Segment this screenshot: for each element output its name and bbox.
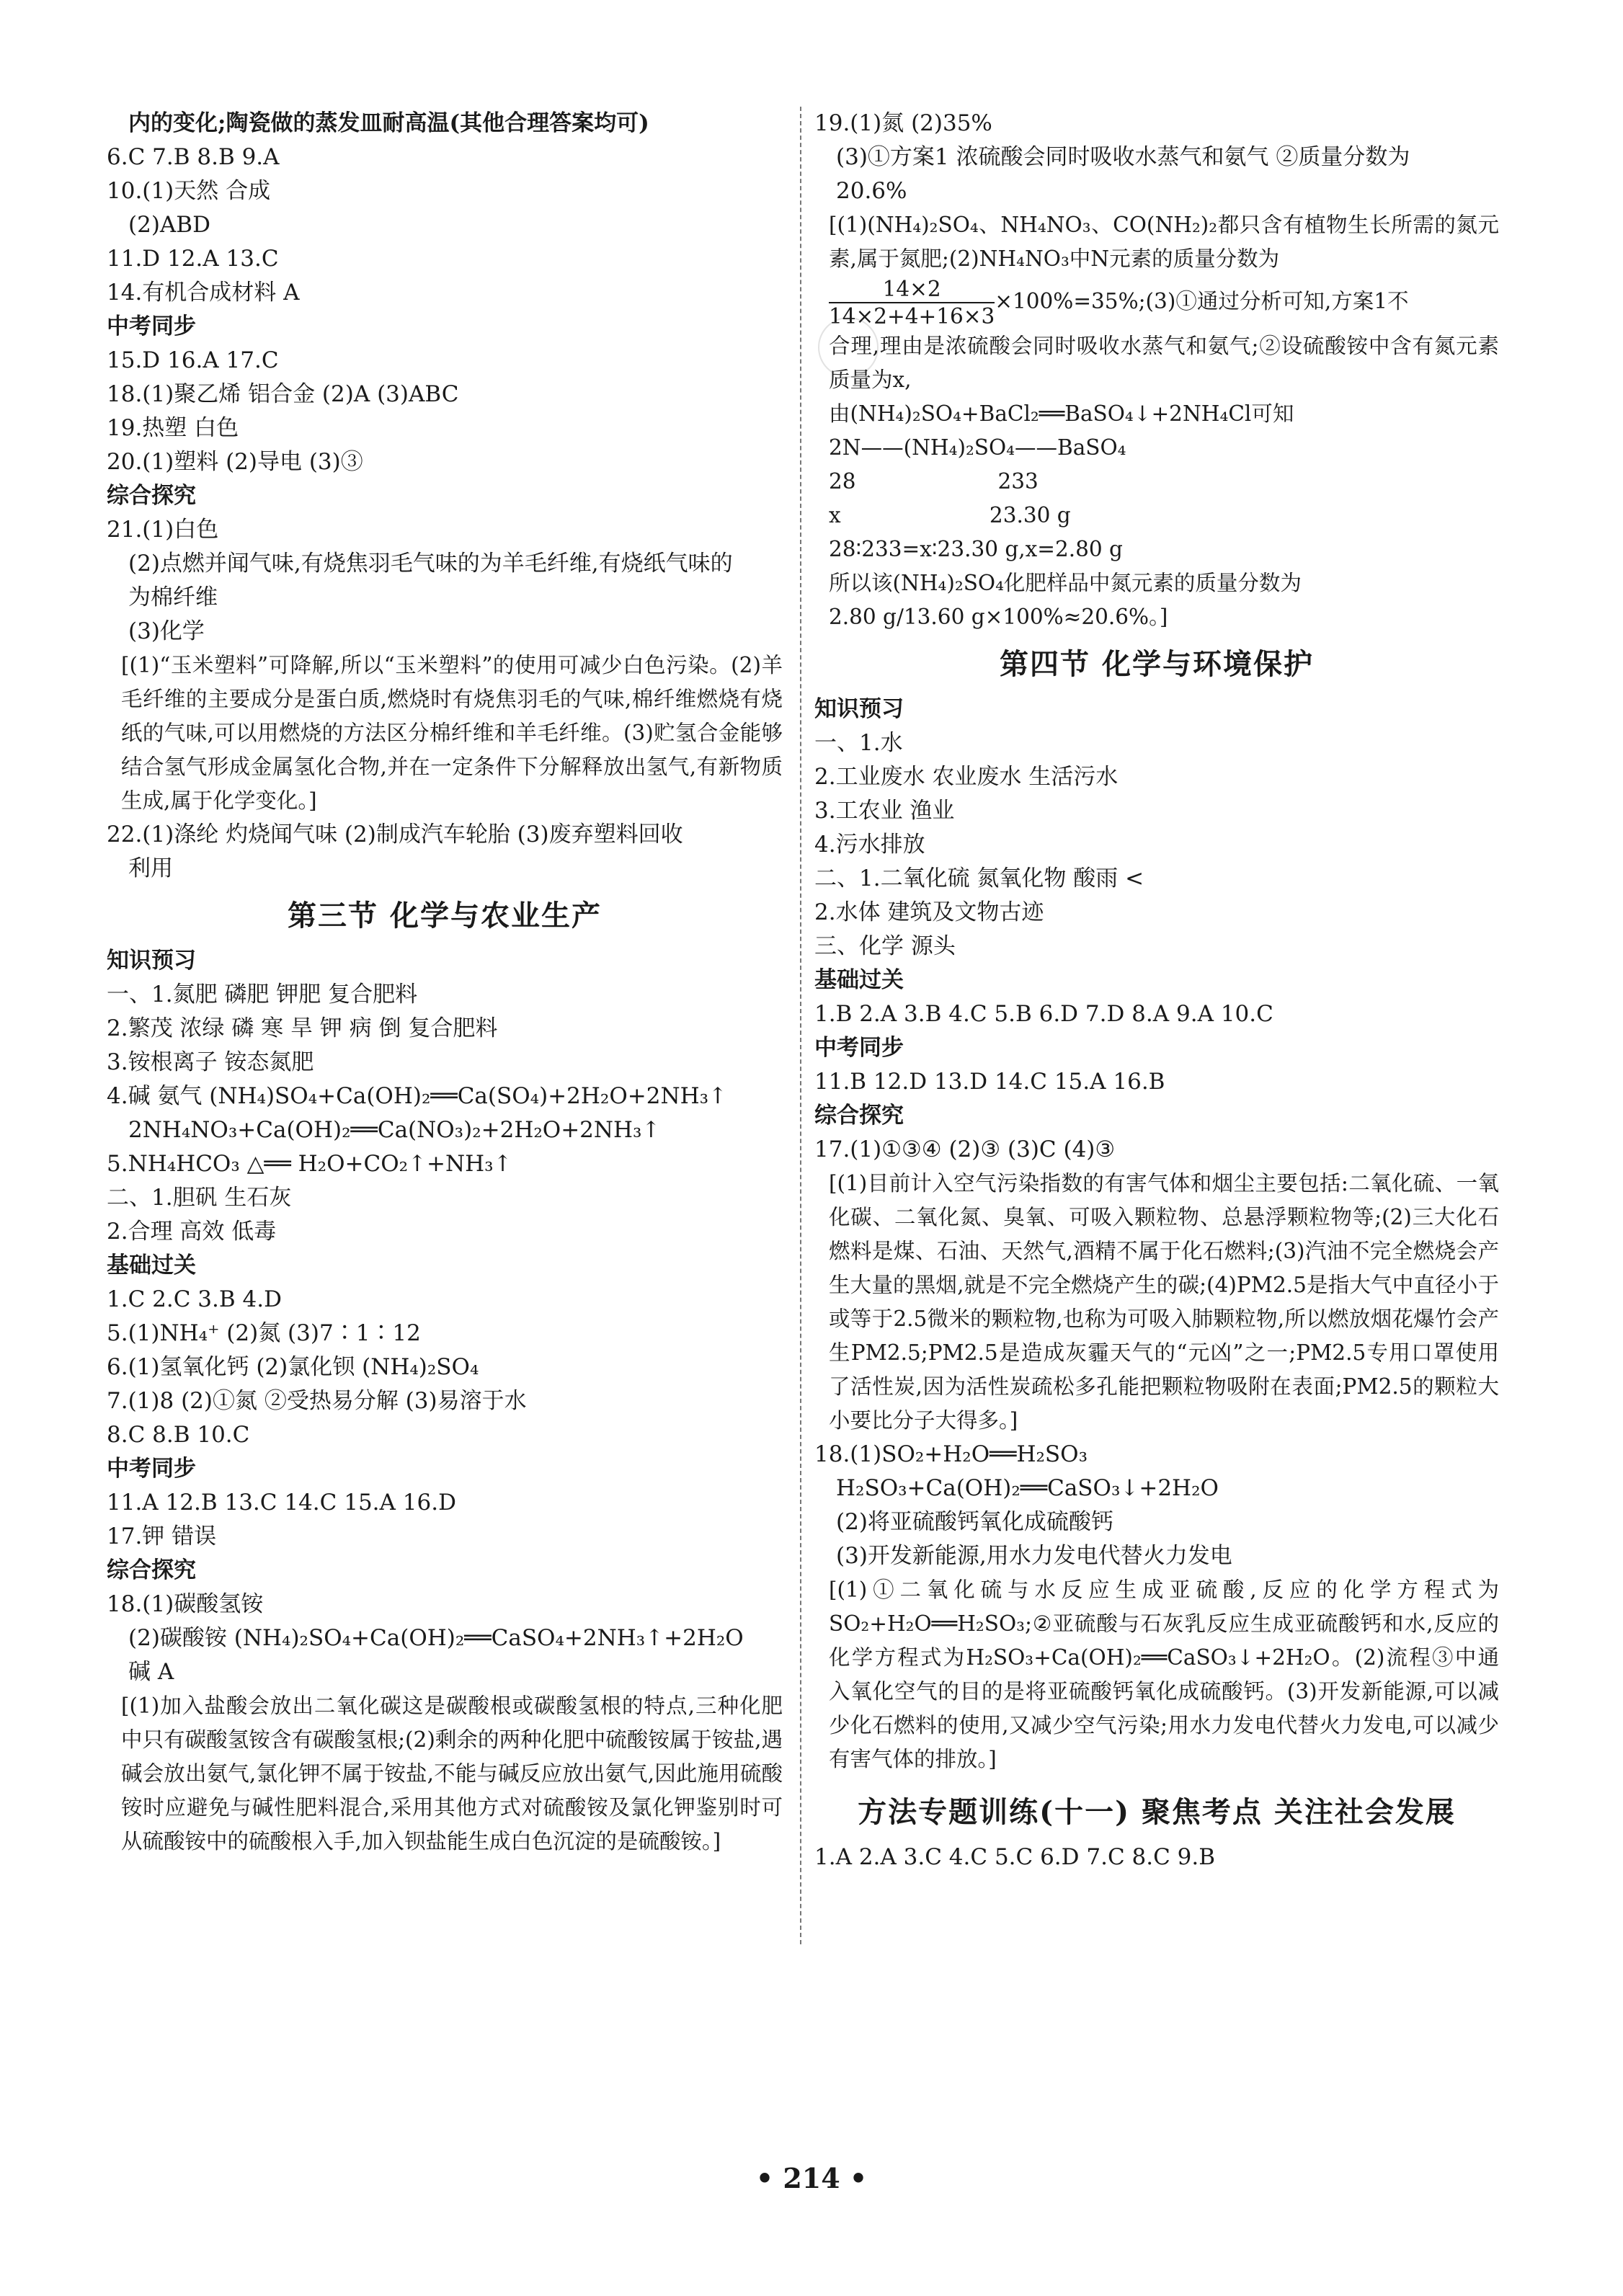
answer-line: 内的变化;陶瓷做的蒸发皿耐高温(其他合理答案均可) bbox=[128, 110, 649, 136]
answer-line: 利用 bbox=[128, 855, 173, 881]
right-answers-block-2 bbox=[814, 693, 1499, 1167]
answer-line: 5.NH₄HCO₃ △══ H₂O+CO₂↑+NH₃↑ bbox=[107, 1151, 512, 1177]
calc-line: 28 233 bbox=[829, 469, 1039, 494]
answer-line: (3)化学 bbox=[128, 618, 205, 644]
answer-line: 19.(1)氮 (2)35% bbox=[814, 110, 992, 136]
explanation-note: [(1)加入盐酸会放出二氧化碳这是碳酸根或碳酸氢根的特点,三种化肥中只有碳酸氢铵含有碳酸氢根;(2)剩余的两种化肥中硫酸铵属于铵盐,遇碱会放出氨气,氯化钾不属于铵盐,不能与碱反应放出氨气,因此施用硫酸铵时应避免与碱性肥料混合,采用其他方式对硫酸铵及氯化钾鉴别时可从硫酸铵中的硫酸根入手,加入钡盐能生成白色沉淀的是硫酸铵。] bbox=[121, 1694, 783, 1854]
answer-line: 中考同步 bbox=[107, 313, 196, 339]
note-text: ×100%=35%;(3)①通过分析可知,方案1不 bbox=[995, 289, 1409, 313]
answer-line: 11.D 12.A 13.C bbox=[107, 246, 279, 272]
answer-line: 3.铵根离子 铵态氮肥 bbox=[107, 1049, 314, 1075]
left-answers-block-1 bbox=[107, 107, 783, 649]
calc-line: 所以该(NH₄)₂SO₄化肥样品中氮元素的质量分数为 bbox=[829, 571, 1302, 595]
calc-line: 2.80 g/13.60 g×100%≈20.6%。] bbox=[829, 605, 1168, 629]
explanation-note bbox=[814, 208, 1499, 634]
answer-line: 基础过关 bbox=[814, 967, 904, 993]
answer-line: 17.(1)①③④ (2)③ (3)C (4)③ bbox=[814, 1136, 1116, 1162]
answer-line: 18.(1)聚乙烯 铝合金 (2)A (3)ABC bbox=[107, 381, 459, 407]
calc-line: x 23.30 g bbox=[829, 503, 1071, 528]
answer-line: (2)点燃并闻气味,有烧焦羽毛气味的为羊毛纤维,有烧纸气味的 bbox=[128, 551, 733, 577]
note-text: [(1)(NH₄)₂SO₄、NH₄NO₃、CO(NH₂)₂都只含有植物生长所需的氮元素,属于氮肥;(2)NH₄NO₃中N元素的质量分数为 bbox=[829, 213, 1499, 271]
answer-line: 综合探究 bbox=[107, 483, 196, 509]
answer-line: 1.B 2.A 3.B 4.C 5.B 6.D 7.D 8.A 9.A 10.C bbox=[814, 1001, 1273, 1027]
answer-line: 三、化学 源头 bbox=[814, 933, 956, 959]
fraction-denominator: 14×2+4+16×3 bbox=[829, 302, 995, 329]
answer-line: 21.(1)白色 bbox=[107, 517, 219, 543]
answer-line: 18.(1)SO₂+H₂O══H₂SO₃ bbox=[814, 1441, 1088, 1467]
answer-line: 3.工农业 渔业 bbox=[814, 798, 955, 824]
calc-line: 28∶233=x∶23.30 g,x=2.80 g bbox=[829, 537, 1123, 561]
column-divider bbox=[800, 107, 801, 1944]
answer-line: 11.B 12.D 13.D 14.C 15.A 16.B bbox=[814, 1069, 1165, 1095]
right-answers-block-3 bbox=[814, 1438, 1499, 1573]
answer-line: 19.热塑 白色 bbox=[107, 415, 239, 441]
answer-line: 二、1.胆矾 生石灰 bbox=[107, 1185, 292, 1211]
answer-line: 中考同步 bbox=[107, 1456, 196, 1482]
answer-line: 一、1.水 bbox=[814, 730, 903, 756]
fraction-numerator: 14×2 bbox=[882, 277, 941, 301]
answer-line: 4.污水排放 bbox=[814, 832, 925, 858]
method-title: 方法专题训练(十一) 聚焦考点 关注社会发展 bbox=[858, 1795, 1456, 1829]
left-answers-block-2 bbox=[107, 818, 783, 886]
answer-line: (3)开发新能源,用水力发电代替火力发电 bbox=[836, 1543, 1232, 1569]
answer-line: 2.水体 建筑及文物古迹 bbox=[814, 899, 1044, 925]
explanation-note: [(1)①二氧化硫与水反应生成亚硫酸,反应的化学方程式为SO₂+H₂O══H₂SO₃;②亚硫酸与石灰乳反应生成亚硫酸钙和水,反应的化学方程式为H₂SO₃+Ca(OH)₂══CaSO₃↓+2H₂O。(2)流程③中通入氧化空气的目的是将亚硫酸钙氧化成硫酸钙。(3)开发新能源,可以减少化石燃料的使用,又减少空气污染;用水力发电代替火力发电,可以减少有害气体的排放。] bbox=[829, 1578, 1499, 1771]
calculation-steps bbox=[829, 397, 1499, 634]
answer-line: 6.(1)氢氧化钙 (2)氯化钡 (NH₄)₂SO₄ bbox=[107, 1354, 479, 1380]
answer-line: 7.(1)8 (2)①氮 ②受热易分解 (3)易溶于水 bbox=[107, 1388, 527, 1414]
answer-line: 为棉纤维 bbox=[128, 584, 218, 610]
answer-line: 20.(1)塑料 (2)导电 (3)③ bbox=[107, 449, 363, 475]
answer-line: 17.钾 错误 bbox=[107, 1523, 217, 1549]
section-title: 第三节 化学与农业生产 bbox=[288, 899, 602, 933]
left-answers-block-3 bbox=[107, 944, 783, 1689]
answer-line: 6.C 7.B 8.B 9.A bbox=[107, 144, 280, 170]
answer-line: 22.(1)涤纶 灼烧闻气味 (2)制成汽车轮胎 (3)废弃塑料回收 bbox=[107, 822, 683, 847]
answer-line: 18.(1)碳酸氢铵 bbox=[107, 1591, 264, 1617]
answer-line: 14.有机合成材料 A bbox=[107, 280, 300, 306]
answer-line: (2)将亚硫酸钙氧化成硫酸钙 bbox=[836, 1509, 1113, 1535]
answer-line: 4.碱 氨气 (NH₄)SO₄+Ca(OH)₂══Ca(SO₄)+2H₂O+2NH₃↑ bbox=[107, 1083, 728, 1109]
method-answers: 1.A 2.A 3.C 4.C 5.C 6.D 7.C 8.C 9.B bbox=[814, 1844, 1216, 1870]
answer-line: 基础过关 bbox=[107, 1252, 196, 1278]
answer-line: 综合探究 bbox=[107, 1557, 196, 1583]
answer-line: 知识预习 bbox=[107, 948, 196, 974]
answer-line: (2)碳酸铵 (NH₄)₂SO₄+Ca(OH)₂══CaSO₄+2NH₃↑+2H₂O bbox=[128, 1625, 744, 1651]
answer-line: 知识预习 bbox=[814, 696, 904, 722]
answer-line: 1.C 2.C 3.B 4.D bbox=[107, 1286, 282, 1312]
answer-line: 11.A 12.B 13.C 14.C 15.A 16.D bbox=[107, 1490, 456, 1516]
answer-line: 2.合理 高效 低毒 bbox=[107, 1219, 277, 1245]
answer-line: 20.6% bbox=[836, 178, 907, 204]
answer-line: H₂SO₃+Ca(OH)₂══CaSO₃↓+2H₂O bbox=[836, 1475, 1219, 1501]
answer-line: 10.(1)天然 合成 bbox=[107, 178, 271, 204]
left-column bbox=[107, 107, 783, 1859]
answer-line: 一、1.氮肥 磷肥 钾肥 复合肥料 bbox=[107, 982, 418, 1007]
answer-line: 二、1.二氧化硫 氮氧化物 酸雨 < bbox=[814, 866, 1144, 891]
answer-line: 5.(1)NH₄⁺ (2)氮 (3)7∶1∶12 bbox=[107, 1320, 421, 1346]
right-answers-block-1 bbox=[814, 107, 1499, 208]
page-number: • 214 • bbox=[755, 2162, 868, 2194]
answer-line: 2NH₄NO₃+Ca(OH)₂══Ca(NO₃)₂+2H₂O+2NH₃↑ bbox=[128, 1117, 661, 1143]
section-title: 第四节 化学与环境保护 bbox=[1000, 647, 1314, 681]
fraction bbox=[829, 276, 995, 329]
explanation-note: [(1)目前计入空气污染指数的有害气体和烟尘主要包括:二氧化硫、一氧化碳、二氧化氮、臭氧、可吸入颗粒物、总悬浮颗粒物等;(2)三大化石燃料是煤、石油、天然气,酒精不属于化石燃料;(3)汽油不完全燃烧会产生大量的黑烟,就是不完全燃烧产生的碳;(4)PM2.5是指大气中直径小于或等于2.5微米的颗粒物,也称为可吸入肺颗粒物,所以燃放烟花爆竹会产生PM2.5;PM2.5是造成灰霾天气的“元凶”之一;PM2.5专用口罩使用了活性炭,因为活性炭疏松多孔能把颗粒物吸附在表面;PM2.5的颗粒大小要比分子大得多。] bbox=[829, 1171, 1499, 1433]
answer-line: 中考同步 bbox=[814, 1035, 904, 1061]
answer-line: 综合探究 bbox=[814, 1103, 904, 1129]
answer-line: 8.C 8.B 10.C bbox=[107, 1422, 250, 1448]
answer-line: 2.工业废水 农业废水 生活污水 bbox=[814, 764, 1119, 790]
answer-line: 2.繁茂 浓绿 磷 寒 旱 钾 病 倒 复合肥料 bbox=[107, 1015, 498, 1041]
explanation-note: [(1)“玉米塑料”可降解,所以“玉米塑料”的使用可减少白色污染。(2)羊毛纤维的主要成分是蛋白质,燃烧时有烧焦羽毛的气味,棉纤维燃烧有烧纸的气味,可以用燃烧的方法区分棉纤维和羊毛纤维。(3)贮氢合金能够结合氢气形成金属氢化合物,并在一定条件下分解释放出氢气,有新物质生成,属于化学变化。] bbox=[121, 653, 783, 813]
answer-line: (2)ABD bbox=[128, 212, 210, 238]
right-column bbox=[814, 107, 1499, 1874]
answer-line: (3)①方案1 浓硫酸会同时吸收水蒸气和氨气 ②质量分数为 bbox=[836, 144, 1410, 170]
answer-line: 15.D 16.A 17.C bbox=[107, 347, 279, 373]
calc-line: 2N——(NH₄)₂SO₄——BaSO₄ bbox=[829, 435, 1126, 460]
calc-line: 由(NH₄)₂SO₄+BaCl₂══BaSO₄↓+2NH₄Cl可知 bbox=[829, 401, 1294, 426]
note-text: 合理,理由是浓硫酸会同时吸收水蒸气和氨气;②设硫酸铵中含有氮元素质量为x, bbox=[829, 334, 1499, 392]
answer-line: 碱 A bbox=[128, 1659, 174, 1685]
